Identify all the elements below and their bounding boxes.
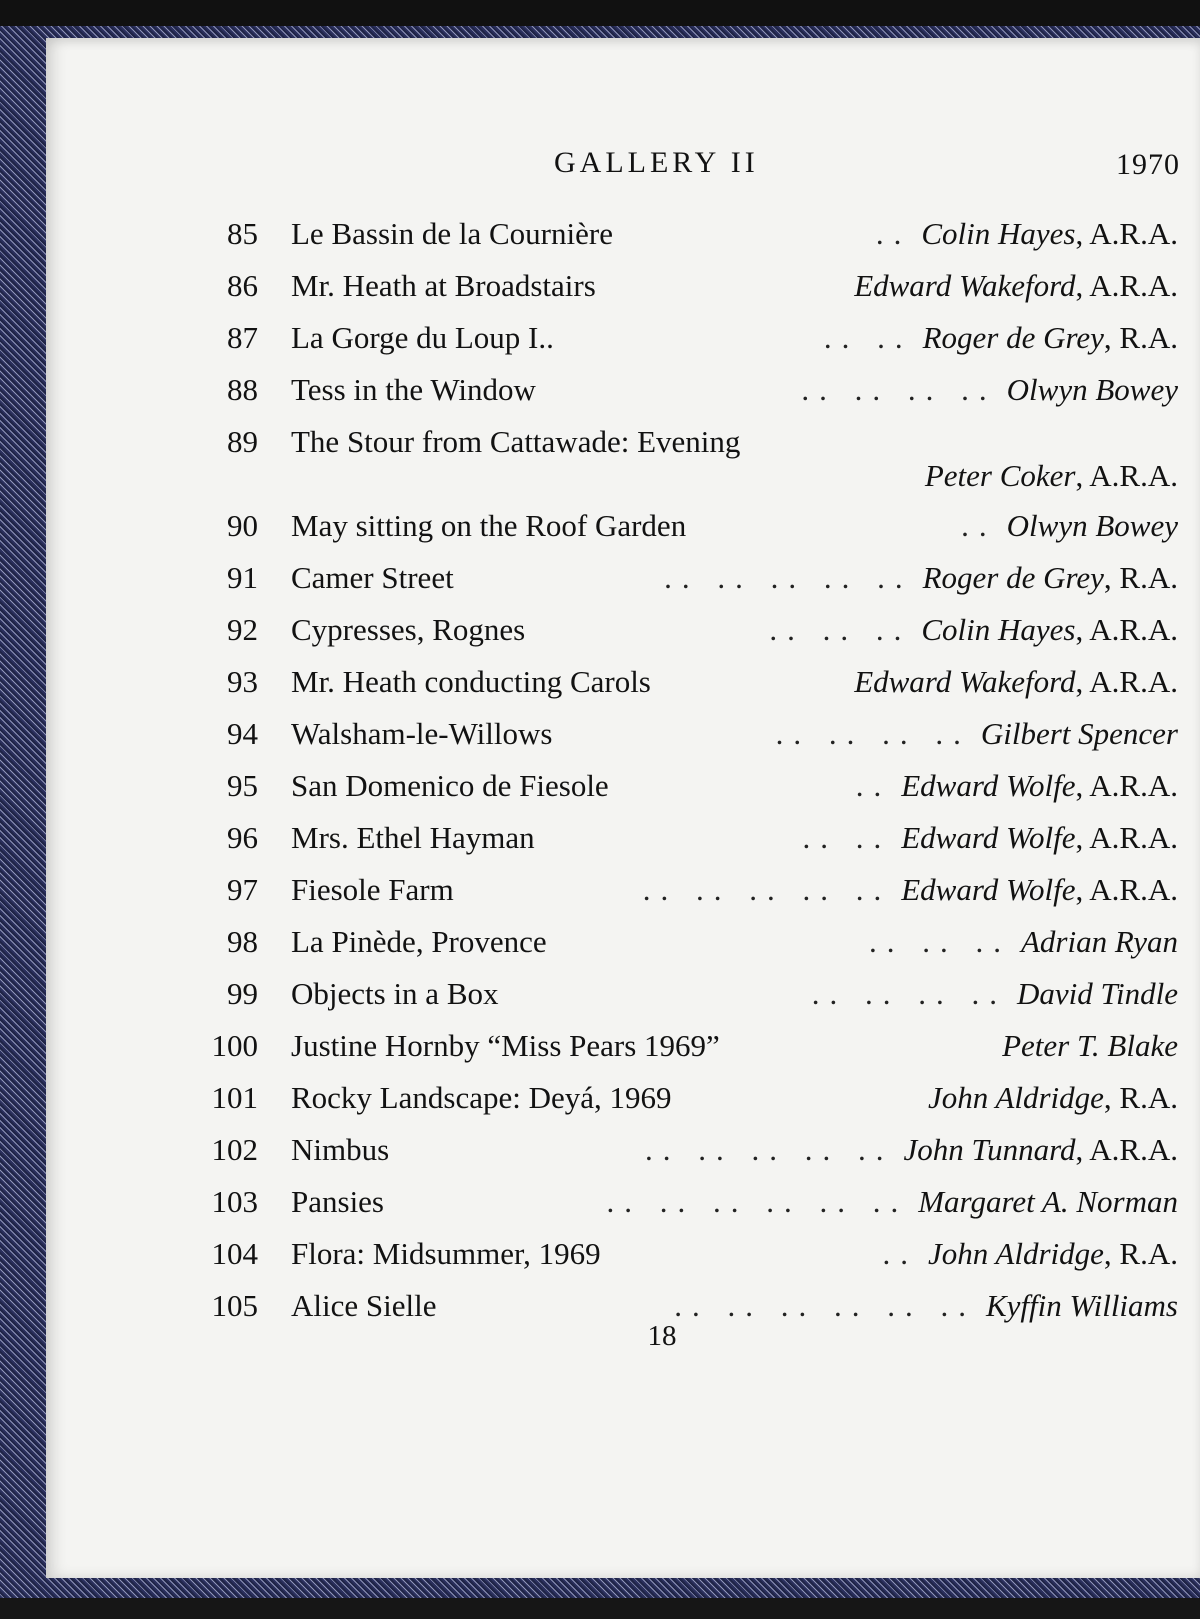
entry-title: Justine Hornby “Miss Pears 1969”	[291, 1028, 720, 1063]
artist-name: Peter T. Blake	[1002, 1028, 1178, 1063]
artist-honours: , A.R.A.	[1075, 216, 1178, 251]
artist-name: Roger de Grey	[922, 320, 1104, 355]
entry-number: 86	[227, 268, 258, 303]
artist-honours: , A.R.A.	[1075, 768, 1178, 803]
entry-line	[291, 1228, 1178, 1280]
entry-artist	[923, 552, 1178, 604]
entry-title: Alice Sielle	[291, 1288, 437, 1323]
entry-number: 89	[227, 424, 258, 459]
catalogue-entry	[46, 1020, 1200, 1072]
artist-name: Colin Hayes	[921, 216, 1076, 251]
artist-name: Edward Wakeford	[854, 268, 1076, 303]
entry-line	[291, 260, 1178, 312]
artist-honours: , R.A.	[1103, 1080, 1178, 1115]
artist-name: Colin Hayes	[921, 612, 1076, 647]
catalogue-entry	[46, 916, 1200, 968]
catalogue-entry	[46, 260, 1200, 312]
entry-line	[291, 1124, 1178, 1176]
entry-artist	[901, 864, 1178, 916]
background-top	[0, 0, 1200, 26]
entry-title: Camer Street	[291, 560, 454, 595]
entry-number: 102	[211, 1132, 258, 1167]
dot-leader: .. .. .. .. .. ..	[606, 1184, 909, 1219]
artist-name: Gilbert Spencer	[980, 716, 1178, 751]
entry-artist	[981, 708, 1178, 760]
entry-line	[291, 656, 1178, 708]
gallery-title: GALLERY II	[554, 146, 759, 179]
dot-leader: .. .. .. .. ..	[664, 560, 913, 595]
catalogue-entry	[46, 864, 1200, 916]
entry-number: 95	[227, 768, 258, 803]
entry-artist	[854, 656, 1178, 708]
entry-artist	[923, 312, 1178, 364]
artist-name: Edward Wolfe	[901, 820, 1076, 855]
entry-number: 99	[227, 976, 258, 1011]
entry-title: Pansies	[291, 1184, 384, 1219]
artist-honours: , A.R.A.	[1075, 612, 1178, 647]
entry-number: 103	[211, 1184, 258, 1219]
catalogue-entry	[46, 1228, 1200, 1280]
entry-title: Mr. Heath conducting Carols	[291, 664, 651, 699]
entry-title: Fiesole Farm	[291, 872, 454, 907]
entry-line	[291, 552, 1178, 604]
entry-title: La Pinède, Provence	[291, 924, 547, 959]
artist-honours: , A.R.A.	[1075, 872, 1178, 907]
artist-name: Kyffin Williams	[985, 1288, 1178, 1323]
entry-line	[291, 708, 1178, 760]
entry-title: Nimbus	[291, 1132, 390, 1167]
entry-title: The Stour from Cattawade: Evening	[291, 424, 741, 459]
dot-leader: .. .. .. .. ..	[642, 872, 892, 907]
artist-name: John Aldridge	[927, 1080, 1104, 1115]
entry-artist	[921, 208, 1178, 260]
entry-artist	[1021, 916, 1178, 968]
entry-number: 101	[211, 1080, 258, 1115]
artist-honours: , R.A.	[1103, 1236, 1178, 1271]
dot-leader: ..	[882, 1236, 918, 1271]
dot-leader: .. .. .. ..	[811, 976, 1007, 1011]
artist-honours: , A.R.A.	[1075, 1132, 1178, 1167]
entry-artist	[904, 1124, 1178, 1176]
entry-artist	[1002, 1020, 1178, 1072]
entry-artist	[918, 1176, 1178, 1228]
entry-number: 104	[211, 1236, 258, 1271]
entry-number: 97	[227, 872, 258, 907]
dot-leader: .. ..	[823, 320, 913, 355]
entry-title: May sitting on the Roof Garden	[291, 508, 687, 543]
catalogue-entry	[46, 708, 1200, 760]
artist-name: David Tindle	[1016, 976, 1178, 1011]
catalogue-entry	[46, 968, 1200, 1020]
artist-honours: , R.A.	[1103, 320, 1178, 355]
artist-honours: , A.R.A.	[1075, 458, 1178, 493]
catalogue-entry	[46, 812, 1200, 864]
entry-line	[291, 364, 1178, 416]
entry-line	[291, 760, 1178, 812]
artist-name: Olwyn Bowey	[1006, 372, 1178, 407]
dot-leader: .. .. ..	[869, 924, 1011, 959]
entry-line	[291, 312, 1178, 364]
entry-artist	[901, 812, 1178, 864]
entry-line	[291, 1176, 1178, 1228]
dot-leader: ..	[961, 508, 997, 543]
catalogue-entry	[46, 760, 1200, 812]
artist-name: Roger de Grey	[922, 560, 1104, 595]
page-number: 18	[647, 1320, 677, 1352]
catalogue-page	[46, 38, 1200, 1578]
running-head	[46, 146, 1200, 186]
entry-list	[46, 208, 1200, 1332]
artist-name: Margaret A. Norman	[918, 1184, 1178, 1219]
artist-name: Edward Wakeford	[854, 664, 1076, 699]
dot-leader: .. .. .. .. ..	[645, 1132, 894, 1167]
artist-honours: , A.R.A.	[1075, 664, 1178, 699]
entry-artist	[1017, 968, 1178, 1020]
catalogue-entry	[46, 208, 1200, 260]
artist-name: Edward Wolfe	[901, 768, 1076, 803]
entry-title: Flora: Midsummer, 1969	[291, 1236, 601, 1271]
catalogue-entry	[46, 656, 1200, 708]
background-bottom	[0, 1598, 1200, 1619]
entry-number: 96	[227, 820, 258, 855]
catalogue-entry	[46, 500, 1200, 552]
catalogue-entry	[46, 312, 1200, 364]
entry-title: La Gorge du Loup I..	[291, 320, 554, 355]
artist-name: John Aldridge	[927, 1236, 1104, 1271]
entry-line	[291, 1020, 1178, 1072]
entry-artist-line	[925, 452, 1178, 500]
year: 1970	[1116, 148, 1180, 181]
entry-line	[291, 604, 1178, 656]
catalogue-entry	[46, 604, 1200, 656]
entry-artist	[928, 1228, 1178, 1280]
entry-line	[291, 500, 1178, 552]
entry-number: 87	[227, 320, 258, 355]
entry-title: San Domenico de Fiesole	[291, 768, 609, 803]
catalogue-entry	[46, 416, 1200, 500]
entry-artist	[928, 1072, 1178, 1124]
entry-title: Le Bassin de la Cournière	[291, 216, 613, 251]
entry-number: 91	[227, 560, 258, 595]
artist-name: Adrian Ryan	[1021, 924, 1178, 959]
dot-leader: ..	[855, 768, 892, 803]
catalogue-entry	[46, 364, 1200, 416]
entry-number: 85	[227, 216, 258, 251]
artist-honours: , A.R.A.	[1075, 820, 1178, 855]
entry-number: 92	[227, 612, 258, 647]
entry-title: Rocky Landscape: Deyá, 1969	[291, 1080, 672, 1115]
entry-line	[291, 864, 1178, 916]
entry-artist	[925, 458, 1178, 493]
catalogue-entry	[46, 552, 1200, 604]
entry-title: Objects in a Box	[291, 976, 499, 1011]
entry-title: Mr. Heath at Broadstairs	[291, 268, 596, 303]
entry-line	[291, 812, 1178, 864]
dot-leader: .. .. ..	[769, 612, 912, 647]
entry-number: 105	[211, 1288, 258, 1323]
artist-name: Peter Coker	[924, 458, 1076, 493]
artist-name: Olwyn Bowey	[1006, 508, 1178, 543]
entry-number: 88	[227, 372, 258, 407]
entry-artist	[1007, 500, 1178, 552]
entry-line	[291, 968, 1178, 1020]
entry-title: Walsham-le-Willows	[291, 716, 553, 751]
entry-artist	[921, 604, 1178, 656]
dot-leader: .. .. .. .. .. ..	[674, 1288, 976, 1323]
entry-title: Mrs. Ethel Hayman	[291, 820, 535, 855]
entry-number: 100	[211, 1028, 258, 1063]
entry-line	[291, 1072, 1178, 1124]
catalogue-entry	[46, 1124, 1200, 1176]
artist-name: John Tunnard	[903, 1132, 1076, 1167]
artist-honours: , R.A.	[1103, 560, 1178, 595]
entry-number: 94	[227, 716, 258, 751]
entry-artist	[901, 760, 1178, 812]
artist-name: Edward Wolfe	[901, 872, 1076, 907]
dot-leader: .. .. .. ..	[775, 716, 971, 751]
artist-honours: , A.R.A.	[1075, 268, 1178, 303]
entry-artist	[1007, 364, 1178, 416]
entry-number: 90	[227, 508, 258, 543]
entry-line	[291, 916, 1178, 968]
dot-leader: ..	[875, 216, 912, 251]
catalogue-entry	[46, 1072, 1200, 1124]
entry-number: 93	[227, 664, 258, 699]
entry-title: Tess in the Window	[291, 372, 536, 407]
dot-leader: .. ..	[802, 820, 892, 855]
entry-line	[291, 208, 1178, 260]
entry-number: 98	[227, 924, 258, 959]
catalogue-entry	[46, 1176, 1200, 1228]
entry-title: Cypresses, Rognes	[291, 612, 526, 647]
entry-artist	[854, 260, 1178, 312]
dot-leader: .. .. .. ..	[801, 372, 997, 407]
